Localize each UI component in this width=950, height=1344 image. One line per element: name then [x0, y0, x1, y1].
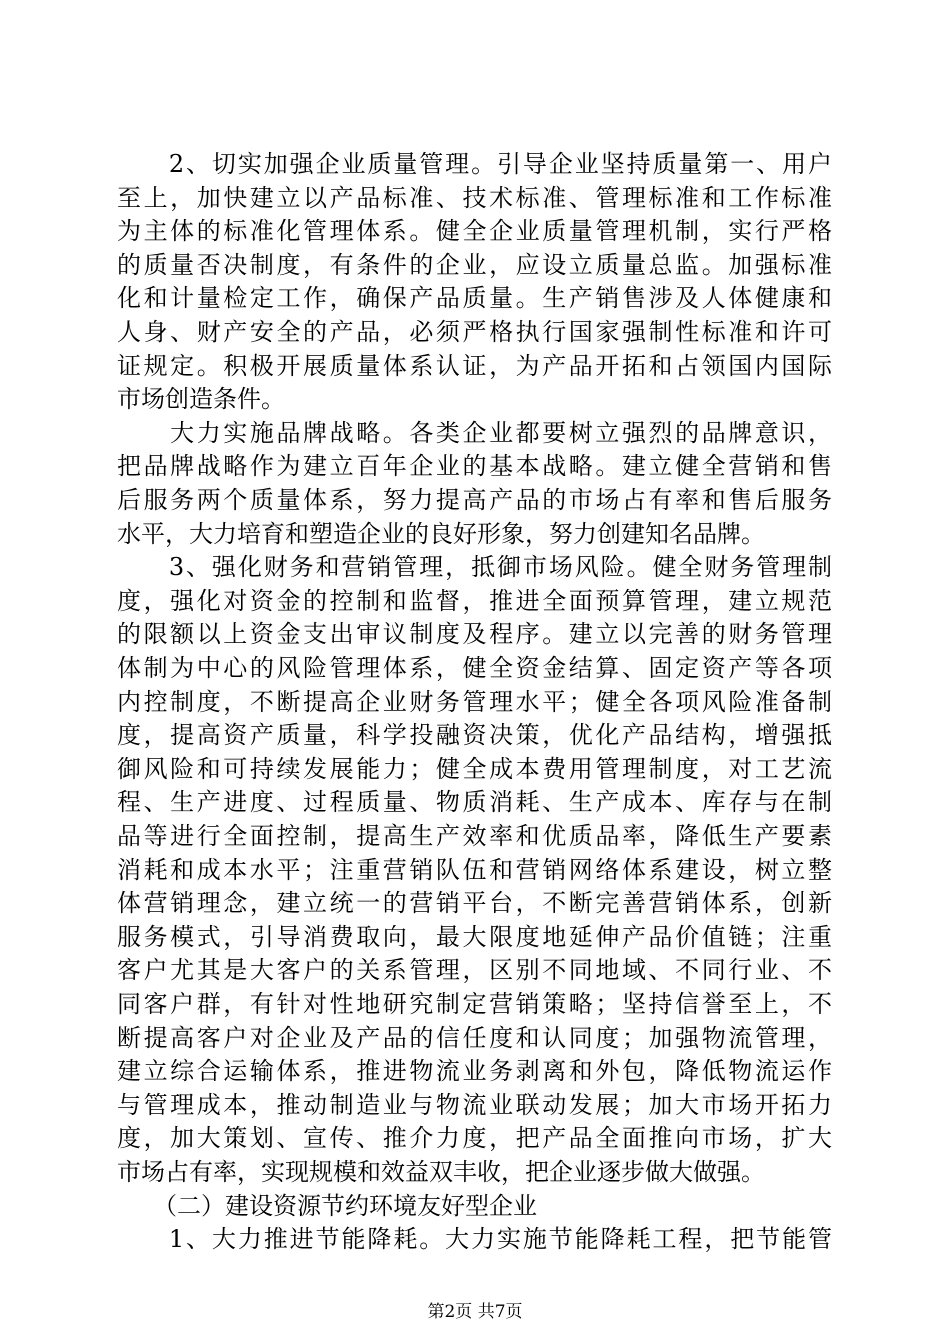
text-line: 御风险和可持续发展能力；健全成本费用管理制度，对工艺流	[117, 755, 832, 783]
text-line: 同客户群，有针对性地研究制定营销策略；坚持信誉至上，不	[117, 990, 832, 1018]
text-line: 为主体的标准化管理体系。健全企业质量管理机制，实行严格	[117, 217, 832, 245]
text-line: 化和计量检定工作，确保产品质量。生产销售涉及人体健康和	[117, 284, 832, 312]
text-line: 度，加大策划、宣传、推介力度，把产品全面推向市场，扩大	[117, 1124, 832, 1152]
text-line: 服务模式，引导消费取向，最大限度地延伸产品价值链；注重	[117, 923, 832, 951]
text-line: 水平，大力培育和塑造企业的良好形象，努力创建知名品牌。	[117, 520, 765, 548]
text-line: 的质量否决制度，有条件的企业，应设立质量总监。加强标准	[117, 251, 832, 279]
text-line: 把品牌战略作为建立百年企业的基本战略。建立健全营销和售	[117, 452, 832, 480]
text-line: 内控制度，不断提高企业财务管理水平；健全各项风险准备制	[117, 688, 832, 716]
text-line: 至上，加快建立以产品标准、技术标准、管理标准和工作标准	[117, 184, 832, 212]
text-line: 度，提高资产质量，科学投融资决策，优化产品结构，增强抵	[117, 721, 832, 749]
text-line: 3、强化财务和营销管理，抵御市场风险。健全财务管理制	[117, 553, 832, 581]
text-line: 2、切实加强企业质量管理。引导企业坚持质量第一、用户	[117, 150, 832, 178]
page-footer: 第2页 共7页	[427, 1302, 523, 1322]
text-line: 大力实施品牌战略。各类企业都要树立强烈的品牌意识，	[117, 419, 832, 447]
text-line: 程、生产进度、过程质量、物质消耗、生产成本、库存与在制	[117, 788, 832, 816]
text-line: 断提高客户对企业及产品的信任度和认同度；加强物流管理，	[117, 1024, 832, 1052]
text-line: 品等进行全面控制，提高生产效率和优质品率，降低生产要素	[117, 822, 832, 850]
text-line: 市场占有率，实现规模和效益双丰收，把企业逐步做大做强。	[117, 1158, 765, 1186]
text-line: 的限额以上资金支出审议制度及程序。建立以完善的财务管理	[117, 620, 832, 648]
section-heading: （二）建设资源节约环境友好型企业	[117, 1192, 537, 1220]
text-line: 人身、财产安全的产品，必须严格执行国家强制性标准和许可	[117, 318, 832, 346]
text-line: 客户尤其是大客户的关系管理，区别不同地域、不同行业、不	[117, 956, 832, 984]
text-line: 后服务两个质量体系，努力提高产品的市场占有率和售后服务	[117, 486, 832, 514]
text-line: 度，强化对资金的控制和监督，推进全面预算管理，建立规范	[117, 587, 832, 615]
text-line: 体制为中心的风险管理体系，健全资金结算、固定资产等各项	[117, 654, 832, 682]
text-line: 体营销理念，建立统一的营销平台，不断完善营销体系，创新	[117, 889, 832, 917]
text-line: 证规定。积极开展质量体系认证，为产品开拓和占领国内国际	[117, 352, 832, 380]
text-line: 市场创造条件。	[117, 385, 285, 413]
text-line: 1、大力推进节能降耗。大力实施节能降耗工程，把节能管	[117, 1225, 832, 1253]
text-line: 与管理成本，推动制造业与物流业联动发展；加大市场开拓力	[117, 1091, 832, 1119]
text-line: 建立综合运输体系，推进物流业务剥离和外包，降低物流运作	[117, 1057, 832, 1085]
text-line: 消耗和成本水平；注重营销队伍和营销网络体系建设，树立整	[117, 856, 832, 884]
